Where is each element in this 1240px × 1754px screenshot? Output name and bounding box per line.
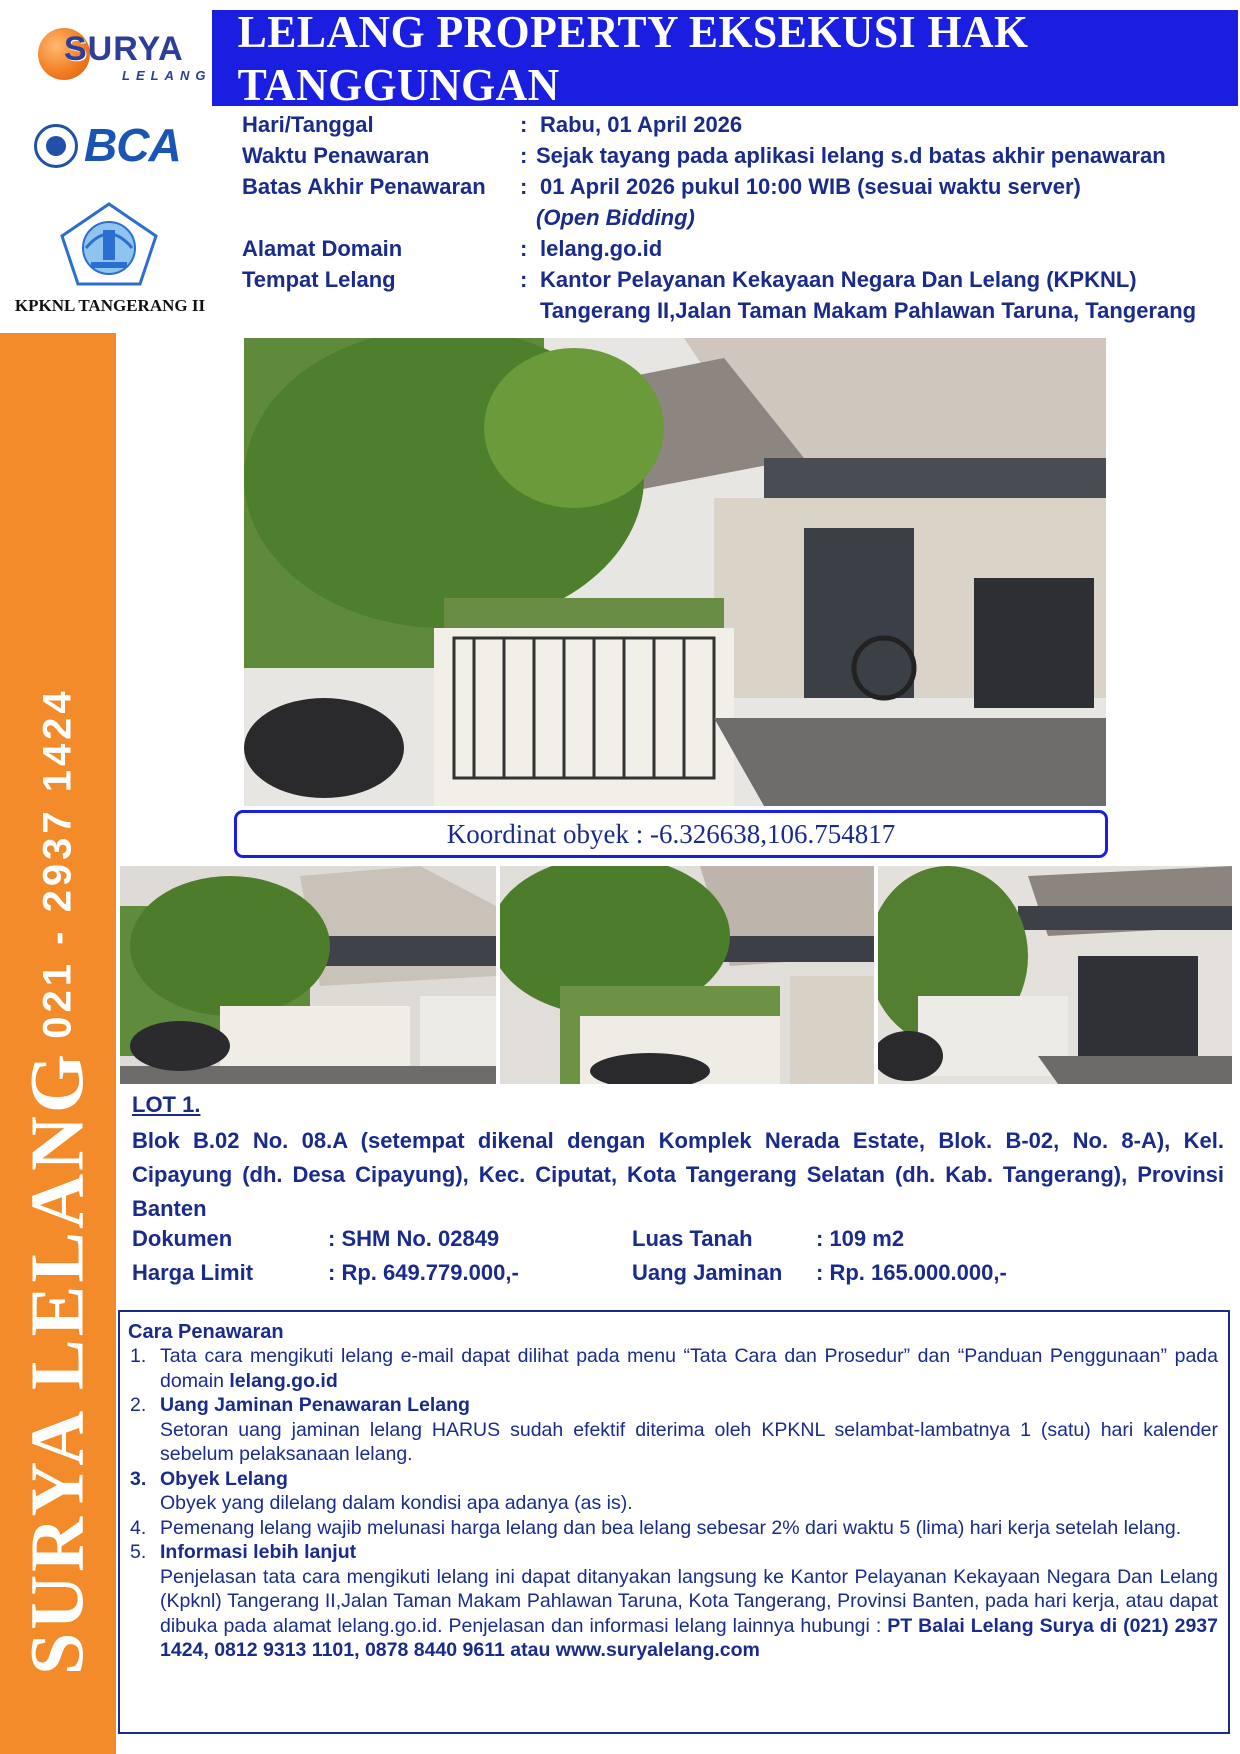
page-title: LELANG PROPERTY EKSEKUSI HAK TANGGUNGAN: [237, 6, 1029, 110]
property-photo-2: [500, 866, 874, 1084]
lot-address: Blok B.02 No. 08.A (setempat dikenal dengan Komplek Nerada Estate, Blok. B-02, No. 8-A), Kel. Cipayung (dh. Desa Cipayung), Kec. Ciputat, Kota Tangerang Selatan (dh. Kab. Tangerang), Provinsi Banten: [132, 1128, 1224, 1221]
term-item: [128, 1467, 1228, 1516]
term-body-bold: lelang.go.id: [229, 1369, 338, 1392]
info-colon: :: [520, 267, 528, 292]
term-number: 2.: [130, 1394, 147, 1416]
jaminan-label: Uang Jaminan: [632, 1260, 783, 1285]
bca-logo: [34, 118, 194, 178]
term-item: [128, 1344, 1228, 1393]
info-value: 01 April 2026 pukul 10:00 WIB (sesuai waktu server): [540, 174, 1081, 199]
term-body-text: Tata cara mengikuti lelang e-mail dapat dilihat pada menu “Tata Cara dan Prosedur” dan “Panduan Penggunaan” pada domain: [160, 1345, 1218, 1392]
bca-emblem-icon: [34, 124, 78, 168]
harga-label: Harga Limit: [132, 1260, 254, 1285]
sidebar-banner: [0, 333, 116, 1754]
jaminan-value: : Rp. 165.000.000,-: [816, 1260, 1007, 1285]
dokumen-value: : SHM No. 02849: [328, 1226, 500, 1251]
term-body: [160, 1565, 1218, 1663]
term-heading: Uang Jaminan Penawaran Lelang: [160, 1394, 470, 1416]
term-body-bold: PT Balai Lelang Surya di (021) 2937 1424, 0812 9313 1101, 0878 8440 9611 atau www.suryalelang.com: [160, 1614, 1218, 1661]
term-body: Setoran uang jaminan lelang HARUS sudah efektif diterima oleh KPKNL selambat-lambatnya 1 (satu) hari kalender sebelum pelaksanaan lelang.: [160, 1418, 1218, 1465]
info-label: Tempat Lelang: [242, 267, 396, 292]
kpknl-label: KPKNL TANGERANG II: [14, 296, 206, 315]
luas-label: Luas Tanah: [632, 1226, 753, 1251]
info-value: Sejak tayang pada aplikasi lelang s.d batas akhir penawaran: [536, 143, 1166, 168]
term-item: [128, 1393, 1228, 1467]
sidebar-phone: 021 - 2937 1424: [35, 687, 80, 1039]
surya-logo-sub: LELANG: [122, 68, 212, 83]
term-heading: Obyek Lelang: [160, 1467, 288, 1490]
info-label: Hari/Tanggal: [242, 112, 374, 137]
sidebar-brand: SURYA LELANG: [15, 1051, 100, 1675]
term-body: [160, 1344, 1218, 1393]
header-banner: [212, 6, 1238, 110]
lot-title: LOT 1.: [132, 1092, 201, 1117]
luas-value: : 109 m2: [816, 1226, 905, 1251]
lot-details: [132, 1092, 1224, 1294]
info-label: Waktu Penawaran: [242, 143, 430, 168]
terms-box: [118, 1310, 1230, 1734]
term-body-text: Penjelasan tata cara mengikuti lelang ini dapat ditanyakan langsung ke Kantor Pelayanan Kekayaan Negara Dan Lelang (Kpknl) Tangerang II,Jalan Taman Makam Pahlawan Taruna, Kota Tangerang, Provinsi Banten, pada hari kerja, atau dapat dibuka pada alamat lelang.go.id. Penjelasan dan informasi lelang lainnya hubungi :: [160, 1565, 1218, 1637]
info-value: lelang.go.id: [540, 236, 663, 261]
info-label: Batas Akhir Penawaran: [242, 174, 486, 199]
info-value-cont: Tangerang II,Jalan Taman Makam Pahlawan Taruna, Tangerang: [540, 298, 1197, 323]
lot-row-1: [132, 1226, 1224, 1260]
property-main-photo: [244, 338, 1106, 806]
info-label: Alamat Domain: [242, 236, 403, 261]
info-value-note: (Open Bidding): [536, 205, 695, 230]
dokumen-label: Dokumen: [132, 1226, 233, 1251]
term-body: Obyek yang dilelang dalam kondisi apa adanya (as is).: [160, 1492, 633, 1514]
term-number: 3.: [130, 1467, 147, 1490]
term-item: [128, 1516, 1228, 1541]
surya-lelang-logo: [30, 18, 212, 88]
kpknl-emblem-icon: [56, 200, 162, 290]
info-value: Kantor Pelayanan Kekayaan Negara Dan Lelang (KPKNL): [540, 267, 1137, 292]
info-colon: :: [520, 236, 528, 261]
term-body: Pemenang lelang wajib melunasi harga lelang dan bea lelang sebesar 2% dari waktu 5 (lima) hari kerja setelah lelang.: [160, 1516, 1182, 1539]
coordinate-box: [234, 810, 1108, 858]
info-colon: :: [520, 112, 528, 137]
bca-logo-word: BCA: [84, 119, 181, 171]
term-item: [128, 1540, 1228, 1663]
lot-row-2: [132, 1260, 1224, 1294]
info-colon: :: [520, 174, 528, 199]
coordinate-text: Koordinat obyek : -6.326638,106.754817: [446, 818, 896, 849]
harga-value: : Rp. 649.779.000,-: [328, 1260, 519, 1285]
property-photo-3: [878, 866, 1232, 1084]
surya-logo-word: SURYA: [64, 30, 184, 68]
property-photo-1: [120, 866, 496, 1084]
term-number: 4.: [130, 1516, 147, 1539]
info-value: Rabu, 01 April 2026: [540, 112, 743, 137]
terms-title: Cara Penawaran: [128, 1321, 284, 1343]
term-number: 1.: [130, 1345, 147, 1367]
info-colon: :: [520, 143, 528, 168]
term-number: 5.: [130, 1541, 147, 1563]
term-heading: Informasi lebih lanjut: [160, 1541, 357, 1563]
